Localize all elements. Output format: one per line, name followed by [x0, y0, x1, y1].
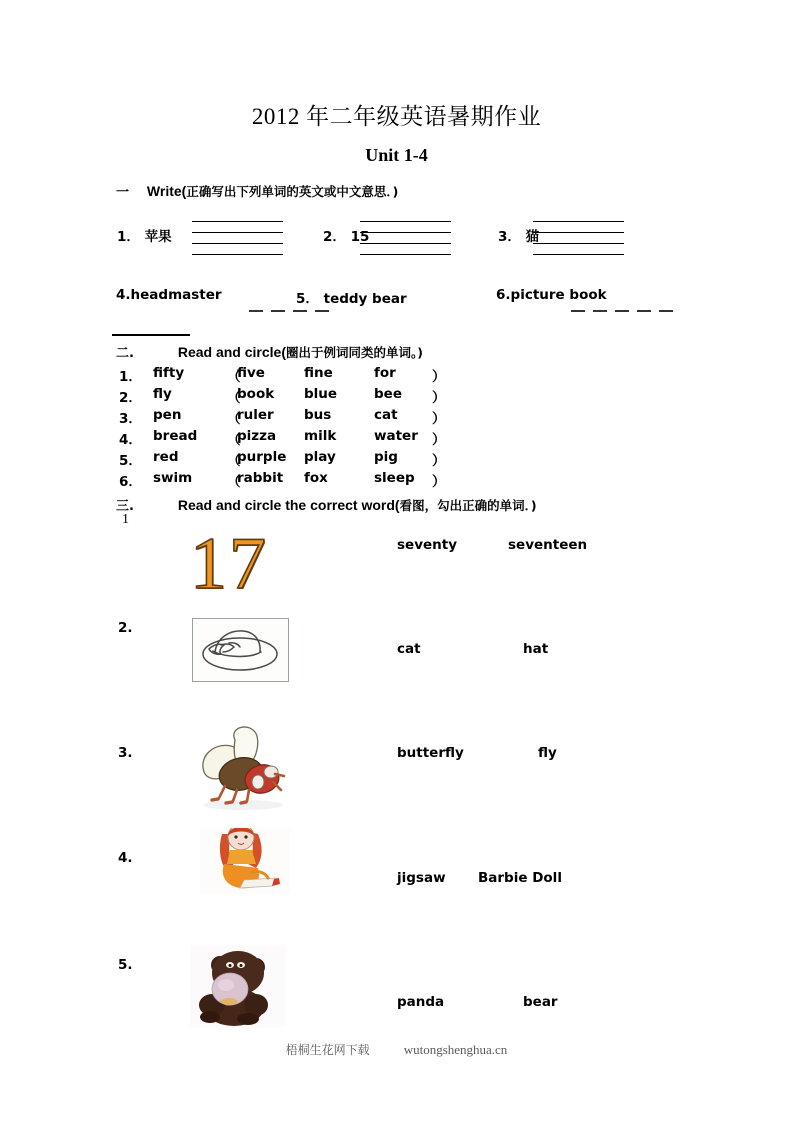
q2-option-1[interactable]: purple [237, 449, 287, 465]
q2-row-word: bread [153, 428, 198, 444]
q2-row-word: pen [153, 407, 182, 423]
q2-row-index: 1． [119, 369, 142, 385]
q2-row-index: 2． [119, 390, 142, 406]
q2-option-1[interactable]: five [237, 365, 265, 381]
q3-item-5-option-a[interactable]: panda [397, 994, 445, 1010]
q2-close-paren: ） [432, 432, 446, 448]
q2-row-word: fly [153, 386, 172, 402]
q3-item-5-option-b[interactable]: bear [523, 994, 558, 1010]
q1-item-4-blank[interactable] [112, 334, 190, 336]
q2-open-paren: （ [227, 474, 241, 490]
q2-option-1[interactable]: pizza [237, 428, 277, 444]
q2-option-2[interactable]: play [304, 449, 336, 465]
q2-close-paren: ） [432, 411, 446, 427]
page-subtitle: Unit 1-4 [365, 145, 428, 165]
q2-row-index: 4． [119, 432, 142, 448]
q2-option-3[interactable]: water [374, 428, 418, 444]
q2-option-3[interactable]: sleep [374, 470, 415, 486]
q3-item-4-index: 4. [118, 850, 133, 866]
q2-option-2[interactable]: blue [304, 386, 338, 402]
q1-item-5-label: 5． teddy bear [296, 291, 407, 307]
doll-illustration-icon [200, 828, 290, 894]
q3-item-3-index: 3. [118, 745, 133, 761]
q2-option-3[interactable]: cat [374, 407, 398, 423]
section-1-heading-cn: 正确写出下列单词的英文或中文意思．) [186, 184, 399, 199]
q3-item-3-option-a[interactable]: butterfly [397, 745, 464, 761]
section-1-heading [116, 181, 398, 200]
q2-option-3[interactable]: pig [374, 449, 398, 465]
section-2-heading-en: Read and circle( [177, 344, 286, 360]
q1-item-4-label: 4.headmaster [116, 287, 222, 303]
page-title: 2012 年二年级英语暑期作业 [251, 104, 542, 129]
q2-row-index: 6． [119, 474, 142, 490]
section-1-heading-en: Write( [146, 183, 187, 199]
q2-close-paren: ） [432, 453, 446, 469]
q1-item-1-writing-lines[interactable] [192, 221, 283, 254]
q2-option-1[interactable]: rabbit [237, 470, 284, 486]
q2-row-word: red [153, 449, 179, 465]
q3-item-2-option-a[interactable]: cat [397, 641, 421, 657]
section-2-heading [116, 342, 423, 361]
hat-drawing-icon [192, 618, 289, 682]
q1-item-1-label: 1． 苹果 [117, 229, 172, 245]
q3-item-3-option-b[interactable]: fly [538, 745, 557, 761]
q2-open-paren: （ [227, 453, 241, 469]
q3-item-1-option-b[interactable]: seventeen [508, 537, 588, 553]
q2-option-1[interactable]: ruler [237, 407, 274, 423]
q1-item-3-writing-lines[interactable] [533, 221, 624, 254]
section-3-heading-en: Read and circle the correct word( [177, 497, 400, 513]
q2-row-index: 5． [119, 453, 142, 469]
q3-item-4-option-b[interactable]: Barbie Doll [478, 870, 562, 886]
q2-option-2[interactable]: fine [304, 365, 333, 381]
q3-item-1-option-a[interactable]: seventy [397, 537, 458, 553]
q1-item-6-label: 6.picture book [496, 287, 607, 303]
q2-open-paren: （ [227, 432, 241, 448]
q3-item-2-index: 2. [118, 620, 133, 636]
q2-option-1[interactable]: book [237, 386, 275, 402]
number-17-graphic: 17 [190, 523, 268, 605]
section-3-number: 三. [116, 499, 134, 514]
q2-open-paren: （ [227, 369, 241, 385]
q1-item-3-label: 3． 猫 [498, 229, 540, 245]
q2-row-word: swim [153, 470, 193, 486]
q1-item-2-label: 2． 15 [323, 229, 370, 245]
q2-option-3[interactable]: for [374, 365, 396, 381]
q2-close-paren: ） [432, 369, 446, 385]
fly-illustration-icon [185, 722, 295, 812]
q2-option-3[interactable]: bee [374, 386, 402, 402]
q3-item-1-index: 1 [122, 512, 129, 527]
q2-open-paren: （ [227, 411, 241, 427]
section-2-number: 二. [116, 346, 134, 361]
q3-item-2-option-b[interactable]: hat [523, 641, 549, 657]
q1-item-6-blank[interactable] [571, 310, 673, 312]
q2-option-2[interactable]: bus [304, 407, 332, 423]
q2-option-2[interactable]: milk [304, 428, 337, 444]
q2-row-word: fifty [153, 365, 185, 381]
q1-item-2-writing-lines[interactable] [360, 221, 451, 254]
q2-close-paren: ） [432, 474, 446, 490]
q2-option-2[interactable]: fox [304, 470, 328, 486]
footer-site-name: 梧桐生花网下载 [285, 1043, 370, 1057]
section-2-heading-cn: 圈出于例词同类的单词。) [286, 345, 423, 360]
footer-watermark [0, 1041, 793, 1058]
q2-open-paren: （ [227, 390, 241, 406]
bear-photo-icon [190, 945, 285, 1027]
footer-site-url: wutongshenghua.cn [403, 1042, 508, 1057]
q3-item-5-index: 5. [118, 957, 133, 973]
section-3-heading [116, 495, 537, 514]
section-1-number: 一 [116, 185, 130, 200]
section-3-heading-cn: 看图，勾出正确的单词．) [399, 498, 537, 513]
q2-row-index: 3． [119, 411, 142, 427]
q3-item-4-option-a[interactable]: jigsaw [397, 870, 446, 886]
q1-item-5-blank[interactable] [249, 310, 329, 312]
q2-close-paren: ） [432, 390, 446, 406]
